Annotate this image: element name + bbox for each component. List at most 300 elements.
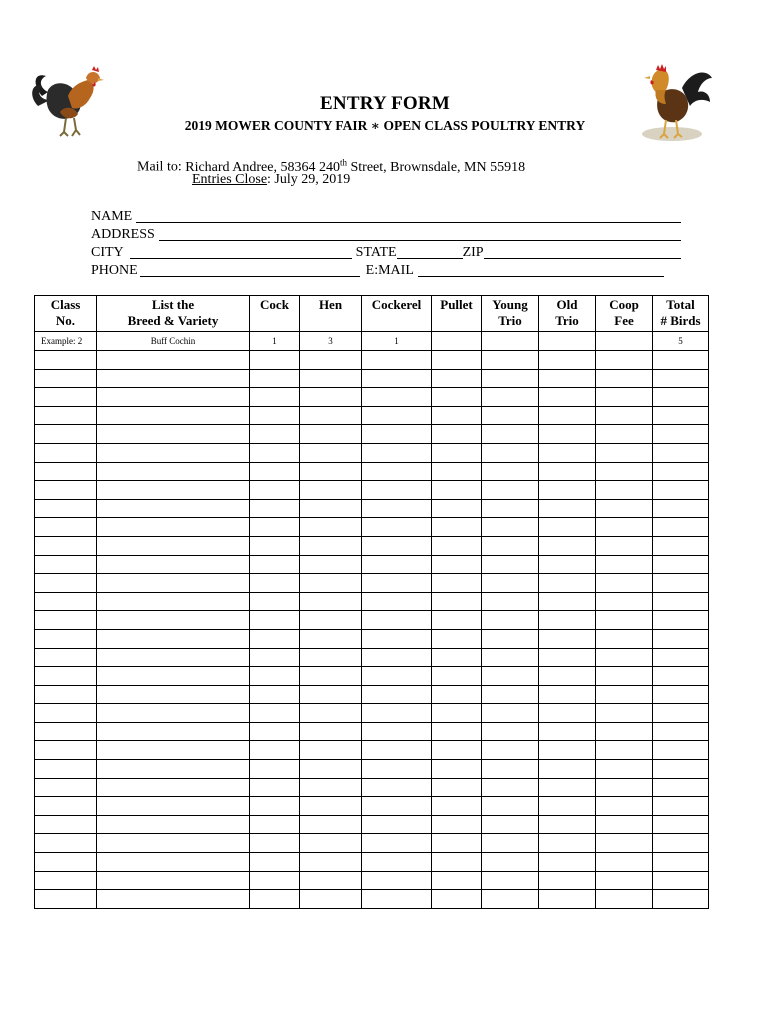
entry-cell[interactable] xyxy=(432,834,482,853)
entry-cell[interactable] xyxy=(432,648,482,667)
entry-cell[interactable] xyxy=(250,704,300,723)
entry-cell[interactable] xyxy=(362,499,432,518)
entry-cell[interactable] xyxy=(539,760,596,779)
entry-cell[interactable] xyxy=(596,574,653,593)
entry-cell[interactable] xyxy=(539,741,596,760)
zip-field[interactable] xyxy=(484,245,681,259)
entry-cell[interactable] xyxy=(362,629,432,648)
entry-cell[interactable] xyxy=(300,443,362,462)
entry-cell[interactable] xyxy=(653,518,709,537)
entry-cell[interactable] xyxy=(482,388,539,407)
entry-cell[interactable] xyxy=(539,648,596,667)
entry-cell[interactable] xyxy=(97,592,250,611)
entry-cell[interactable] xyxy=(250,462,300,481)
entry-cell[interactable] xyxy=(35,611,97,630)
entry-cell[interactable] xyxy=(362,815,432,834)
entry-cell[interactable] xyxy=(300,499,362,518)
entry-cell[interactable] xyxy=(250,871,300,890)
entry-cell[interactable] xyxy=(250,778,300,797)
entry-cell[interactable] xyxy=(653,443,709,462)
entry-cell[interactable] xyxy=(482,462,539,481)
entry-cell[interactable] xyxy=(250,351,300,370)
entry-cell[interactable] xyxy=(482,815,539,834)
entry-cell[interactable] xyxy=(653,462,709,481)
entry-cell[interactable] xyxy=(35,443,97,462)
entry-cell[interactable] xyxy=(432,369,482,388)
entry-cell[interactable] xyxy=(596,481,653,500)
entry-cell[interactable] xyxy=(432,722,482,741)
entry-cell[interactable] xyxy=(482,760,539,779)
entry-cell[interactable] xyxy=(432,704,482,723)
entry-cell[interactable] xyxy=(653,536,709,555)
entry-cell[interactable] xyxy=(300,797,362,816)
entry-cell[interactable] xyxy=(250,574,300,593)
entry-cell[interactable] xyxy=(482,685,539,704)
entry-cell[interactable] xyxy=(362,351,432,370)
entry-cell[interactable] xyxy=(362,592,432,611)
entry-cell[interactable] xyxy=(250,611,300,630)
entry-cell[interactable] xyxy=(362,611,432,630)
entry-cell[interactable] xyxy=(432,760,482,779)
entry-cell[interactable] xyxy=(35,704,97,723)
entry-cell[interactable] xyxy=(653,555,709,574)
entry-cell[interactable] xyxy=(539,481,596,500)
entry-cell[interactable] xyxy=(250,629,300,648)
entry-cell[interactable] xyxy=(653,722,709,741)
entry-cell[interactable] xyxy=(250,555,300,574)
entry-cell[interactable] xyxy=(432,797,482,816)
entry-cell[interactable] xyxy=(300,388,362,407)
entry-cell[interactable] xyxy=(300,685,362,704)
entry-cell[interactable] xyxy=(97,685,250,704)
entry-cell[interactable] xyxy=(596,741,653,760)
entry-cell[interactable] xyxy=(362,406,432,425)
entry-cell[interactable] xyxy=(432,592,482,611)
entry-cell[interactable] xyxy=(432,871,482,890)
entry-cell[interactable] xyxy=(97,797,250,816)
name-field[interactable] xyxy=(136,209,681,223)
entry-cell[interactable] xyxy=(482,499,539,518)
entry-cell[interactable] xyxy=(300,648,362,667)
entry-cell[interactable] xyxy=(596,778,653,797)
entry-cell[interactable] xyxy=(250,648,300,667)
entry-cell[interactable] xyxy=(539,518,596,537)
entry-cell[interactable] xyxy=(653,648,709,667)
entry-cell[interactable] xyxy=(482,704,539,723)
entry-cell[interactable] xyxy=(35,890,97,909)
entry-cell[interactable] xyxy=(35,536,97,555)
entry-cell[interactable] xyxy=(300,741,362,760)
entry-cell[interactable] xyxy=(250,741,300,760)
entry-cell[interactable] xyxy=(539,499,596,518)
entry-cell[interactable] xyxy=(35,685,97,704)
entry-cell[interactable] xyxy=(539,592,596,611)
entry-cell[interactable] xyxy=(250,481,300,500)
entry-cell[interactable] xyxy=(250,760,300,779)
entry-cell[interactable] xyxy=(300,760,362,779)
entry-cell[interactable] xyxy=(362,871,432,890)
entry-cell[interactable] xyxy=(362,481,432,500)
entry-cell[interactable] xyxy=(97,462,250,481)
entry-cell[interactable] xyxy=(482,425,539,444)
entry-cell[interactable] xyxy=(97,629,250,648)
entry-cell[interactable] xyxy=(300,481,362,500)
entry-cell[interactable] xyxy=(539,797,596,816)
entry-cell[interactable] xyxy=(362,369,432,388)
entry-cell[interactable] xyxy=(300,722,362,741)
entry-cell[interactable] xyxy=(35,797,97,816)
entry-cell[interactable] xyxy=(596,406,653,425)
entry-cell[interactable] xyxy=(362,797,432,816)
entry-cell[interactable] xyxy=(250,834,300,853)
entry-cell[interactable] xyxy=(596,555,653,574)
entry-cell[interactable] xyxy=(250,592,300,611)
entry-cell[interactable] xyxy=(539,388,596,407)
entry-cell[interactable] xyxy=(596,853,653,872)
entry-cell[interactable] xyxy=(539,425,596,444)
entry-cell[interactable] xyxy=(539,834,596,853)
entry-cell[interactable] xyxy=(300,890,362,909)
state-field[interactable] xyxy=(397,245,463,259)
entry-cell[interactable] xyxy=(432,667,482,686)
entry-cell[interactable] xyxy=(35,518,97,537)
entry-cell[interactable] xyxy=(539,351,596,370)
entry-cell[interactable] xyxy=(596,890,653,909)
entry-cell[interactable] xyxy=(362,536,432,555)
entry-cell[interactable] xyxy=(539,443,596,462)
entry-cell[interactable] xyxy=(362,425,432,444)
entry-cell[interactable] xyxy=(539,555,596,574)
entry-cell[interactable] xyxy=(300,518,362,537)
entry-cell[interactable] xyxy=(432,629,482,648)
entry-cell[interactable] xyxy=(300,555,362,574)
entry-cell[interactable] xyxy=(432,462,482,481)
address-field[interactable] xyxy=(159,227,681,241)
entry-cell[interactable] xyxy=(596,536,653,555)
entry-cell[interactable] xyxy=(596,685,653,704)
entry-cell[interactable] xyxy=(362,685,432,704)
entry-cell[interactable] xyxy=(35,629,97,648)
entry-cell[interactable] xyxy=(97,574,250,593)
entry-cell[interactable] xyxy=(97,481,250,500)
entry-cell[interactable] xyxy=(653,499,709,518)
entry-cell[interactable] xyxy=(539,667,596,686)
entry-cell[interactable] xyxy=(97,443,250,462)
entry-cell[interactable] xyxy=(97,555,250,574)
entry-cell[interactable] xyxy=(482,536,539,555)
entry-cell[interactable] xyxy=(35,760,97,779)
entry-cell[interactable] xyxy=(300,815,362,834)
entry-cell[interactable] xyxy=(362,760,432,779)
entry-cell[interactable] xyxy=(35,834,97,853)
entry-cell[interactable] xyxy=(596,648,653,667)
entry-cell[interactable] xyxy=(300,778,362,797)
entry-cell[interactable] xyxy=(596,443,653,462)
entry-cell[interactable] xyxy=(432,406,482,425)
entry-cell[interactable] xyxy=(97,388,250,407)
entry-cell[interactable] xyxy=(300,369,362,388)
entry-cell[interactable] xyxy=(653,592,709,611)
entry-cell[interactable] xyxy=(432,555,482,574)
entry-cell[interactable] xyxy=(432,741,482,760)
entry-cell[interactable] xyxy=(300,592,362,611)
entry-cell[interactable] xyxy=(250,797,300,816)
entry-cell[interactable] xyxy=(97,741,250,760)
entry-cell[interactable] xyxy=(482,890,539,909)
entry-cell[interactable] xyxy=(482,797,539,816)
entry-cell[interactable] xyxy=(97,704,250,723)
entry-cell[interactable] xyxy=(653,853,709,872)
entry-cell[interactable] xyxy=(539,574,596,593)
entry-cell[interactable] xyxy=(35,871,97,890)
entry-cell[interactable] xyxy=(539,853,596,872)
entry-cell[interactable] xyxy=(35,481,97,500)
entry-cell[interactable] xyxy=(539,722,596,741)
entry-cell[interactable] xyxy=(250,890,300,909)
entry-cell[interactable] xyxy=(482,778,539,797)
entry-cell[interactable] xyxy=(539,685,596,704)
entry-cell[interactable] xyxy=(97,722,250,741)
entry-cell[interactable] xyxy=(539,629,596,648)
entry-cell[interactable] xyxy=(539,462,596,481)
entry-cell[interactable] xyxy=(250,853,300,872)
entry-cell[interactable] xyxy=(300,853,362,872)
entry-cell[interactable] xyxy=(35,555,97,574)
entry-cell[interactable] xyxy=(300,425,362,444)
entry-cell[interactable] xyxy=(482,574,539,593)
entry-cell[interactable] xyxy=(482,369,539,388)
entry-cell[interactable] xyxy=(482,629,539,648)
entry-cell[interactable] xyxy=(482,481,539,500)
entry-cell[interactable] xyxy=(653,871,709,890)
entry-cell[interactable] xyxy=(362,648,432,667)
entry-cell[interactable] xyxy=(482,351,539,370)
entry-cell[interactable] xyxy=(35,369,97,388)
entry-cell[interactable] xyxy=(539,611,596,630)
entry-cell[interactable] xyxy=(653,351,709,370)
entry-cell[interactable] xyxy=(596,369,653,388)
entry-cell[interactable] xyxy=(482,406,539,425)
entry-cell[interactable] xyxy=(362,443,432,462)
entry-cell[interactable] xyxy=(432,443,482,462)
entry-cell[interactable] xyxy=(539,406,596,425)
entry-cell[interactable] xyxy=(97,536,250,555)
entry-cell[interactable] xyxy=(432,351,482,370)
entry-cell[interactable] xyxy=(432,778,482,797)
entry-cell[interactable] xyxy=(653,611,709,630)
entry-cell[interactable] xyxy=(596,351,653,370)
entry-cell[interactable] xyxy=(250,388,300,407)
entry-cell[interactable] xyxy=(97,760,250,779)
entry-cell[interactable] xyxy=(596,611,653,630)
entry-cell[interactable] xyxy=(97,351,250,370)
entry-cell[interactable] xyxy=(596,462,653,481)
entry-cell[interactable] xyxy=(653,574,709,593)
entry-cell[interactable] xyxy=(596,871,653,890)
entry-cell[interactable] xyxy=(653,667,709,686)
entry-cell[interactable] xyxy=(432,518,482,537)
entry-cell[interactable] xyxy=(596,518,653,537)
entry-cell[interactable] xyxy=(653,481,709,500)
entry-cell[interactable] xyxy=(300,611,362,630)
entry-cell[interactable] xyxy=(432,611,482,630)
entry-cell[interactable] xyxy=(250,518,300,537)
entry-cell[interactable] xyxy=(97,369,250,388)
entry-cell[interactable] xyxy=(300,406,362,425)
entry-cell[interactable] xyxy=(653,815,709,834)
entry-cell[interactable] xyxy=(539,890,596,909)
entry-cell[interactable] xyxy=(97,815,250,834)
entry-cell[interactable] xyxy=(653,778,709,797)
entry-cell[interactable] xyxy=(97,778,250,797)
entry-cell[interactable] xyxy=(362,778,432,797)
entry-cell[interactable] xyxy=(35,853,97,872)
entry-cell[interactable] xyxy=(596,629,653,648)
entry-cell[interactable] xyxy=(482,611,539,630)
entry-cell[interactable] xyxy=(596,760,653,779)
entry-cell[interactable] xyxy=(300,834,362,853)
entry-cell[interactable] xyxy=(432,425,482,444)
entry-cell[interactable] xyxy=(482,834,539,853)
entry-cell[interactable] xyxy=(596,797,653,816)
entry-cell[interactable] xyxy=(250,406,300,425)
entry-cell[interactable] xyxy=(97,406,250,425)
entry-cell[interactable] xyxy=(482,592,539,611)
entry-cell[interactable] xyxy=(97,611,250,630)
entry-cell[interactable] xyxy=(539,871,596,890)
entry-cell[interactable] xyxy=(35,499,97,518)
entry-cell[interactable] xyxy=(482,518,539,537)
entry-cell[interactable] xyxy=(35,778,97,797)
entry-cell[interactable] xyxy=(653,704,709,723)
entry-cell[interactable] xyxy=(362,741,432,760)
entry-cell[interactable] xyxy=(97,871,250,890)
entry-cell[interactable] xyxy=(482,722,539,741)
entry-cell[interactable] xyxy=(300,667,362,686)
entry-cell[interactable] xyxy=(250,369,300,388)
entry-cell[interactable] xyxy=(35,351,97,370)
entry-cell[interactable] xyxy=(653,629,709,648)
entry-cell[interactable] xyxy=(97,425,250,444)
entry-cell[interactable] xyxy=(35,667,97,686)
entry-cell[interactable] xyxy=(432,499,482,518)
entry-cell[interactable] xyxy=(250,536,300,555)
entry-cell[interactable] xyxy=(482,871,539,890)
entry-cell[interactable] xyxy=(432,574,482,593)
entry-cell[interactable] xyxy=(596,815,653,834)
entry-cell[interactable] xyxy=(35,388,97,407)
entry-cell[interactable] xyxy=(482,741,539,760)
entry-cell[interactable] xyxy=(432,388,482,407)
entry-cell[interactable] xyxy=(97,667,250,686)
entry-cell[interactable] xyxy=(482,648,539,667)
entry-cell[interactable] xyxy=(539,536,596,555)
entry-cell[interactable] xyxy=(250,815,300,834)
entry-cell[interactable] xyxy=(35,722,97,741)
entry-cell[interactable] xyxy=(432,536,482,555)
entry-cell[interactable] xyxy=(596,425,653,444)
city-field[interactable] xyxy=(130,245,352,259)
entry-cell[interactable] xyxy=(250,667,300,686)
entry-cell[interactable] xyxy=(35,574,97,593)
entry-cell[interactable] xyxy=(362,890,432,909)
entry-cell[interactable] xyxy=(362,704,432,723)
entry-cell[interactable] xyxy=(97,853,250,872)
entry-cell[interactable] xyxy=(250,685,300,704)
entry-cell[interactable] xyxy=(35,592,97,611)
entry-cell[interactable] xyxy=(653,425,709,444)
entry-cell[interactable] xyxy=(250,722,300,741)
entry-cell[interactable] xyxy=(97,890,250,909)
entry-cell[interactable] xyxy=(362,574,432,593)
entry-cell[interactable] xyxy=(250,425,300,444)
entry-cell[interactable] xyxy=(539,778,596,797)
phone-field[interactable] xyxy=(140,263,360,277)
entry-cell[interactable] xyxy=(300,629,362,648)
entry-cell[interactable] xyxy=(432,890,482,909)
entry-cell[interactable] xyxy=(596,499,653,518)
entry-cell[interactable] xyxy=(362,834,432,853)
entry-cell[interactable] xyxy=(432,815,482,834)
entry-cell[interactable] xyxy=(97,499,250,518)
email-field[interactable] xyxy=(418,263,664,277)
entry-cell[interactable] xyxy=(250,499,300,518)
entry-cell[interactable] xyxy=(596,592,653,611)
entry-cell[interactable] xyxy=(596,834,653,853)
entry-cell[interactable] xyxy=(300,351,362,370)
entry-cell[interactable] xyxy=(362,667,432,686)
entry-cell[interactable] xyxy=(300,704,362,723)
entry-cell[interactable] xyxy=(35,815,97,834)
entry-cell[interactable] xyxy=(300,871,362,890)
entry-cell[interactable] xyxy=(653,685,709,704)
entry-cell[interactable] xyxy=(653,388,709,407)
entry-cell[interactable] xyxy=(362,722,432,741)
entry-cell[interactable] xyxy=(432,853,482,872)
entry-cell[interactable] xyxy=(539,704,596,723)
entry-cell[interactable] xyxy=(596,704,653,723)
entry-cell[interactable] xyxy=(482,555,539,574)
entry-cell[interactable] xyxy=(539,815,596,834)
entry-cell[interactable] xyxy=(482,443,539,462)
entry-cell[interactable] xyxy=(596,722,653,741)
entry-cell[interactable] xyxy=(362,555,432,574)
entry-cell[interactable] xyxy=(300,536,362,555)
entry-cell[interactable] xyxy=(97,518,250,537)
entry-cell[interactable] xyxy=(300,574,362,593)
entry-cell[interactable] xyxy=(97,648,250,667)
entry-cell[interactable] xyxy=(653,741,709,760)
entry-cell[interactable] xyxy=(596,667,653,686)
entry-cell[interactable] xyxy=(35,741,97,760)
entry-cell[interactable] xyxy=(653,890,709,909)
entry-cell[interactable] xyxy=(482,853,539,872)
entry-cell[interactable] xyxy=(432,481,482,500)
entry-cell[interactable] xyxy=(653,834,709,853)
entry-cell[interactable] xyxy=(653,797,709,816)
entry-cell[interactable] xyxy=(362,853,432,872)
entry-cell[interactable] xyxy=(300,462,362,481)
entry-cell[interactable] xyxy=(35,462,97,481)
entry-cell[interactable] xyxy=(596,388,653,407)
entry-cell[interactable] xyxy=(35,648,97,667)
entry-cell[interactable] xyxy=(362,462,432,481)
entry-cell[interactable] xyxy=(482,667,539,686)
entry-cell[interactable] xyxy=(362,518,432,537)
entry-cell[interactable] xyxy=(35,425,97,444)
entry-cell[interactable] xyxy=(653,760,709,779)
entry-cell[interactable] xyxy=(97,834,250,853)
